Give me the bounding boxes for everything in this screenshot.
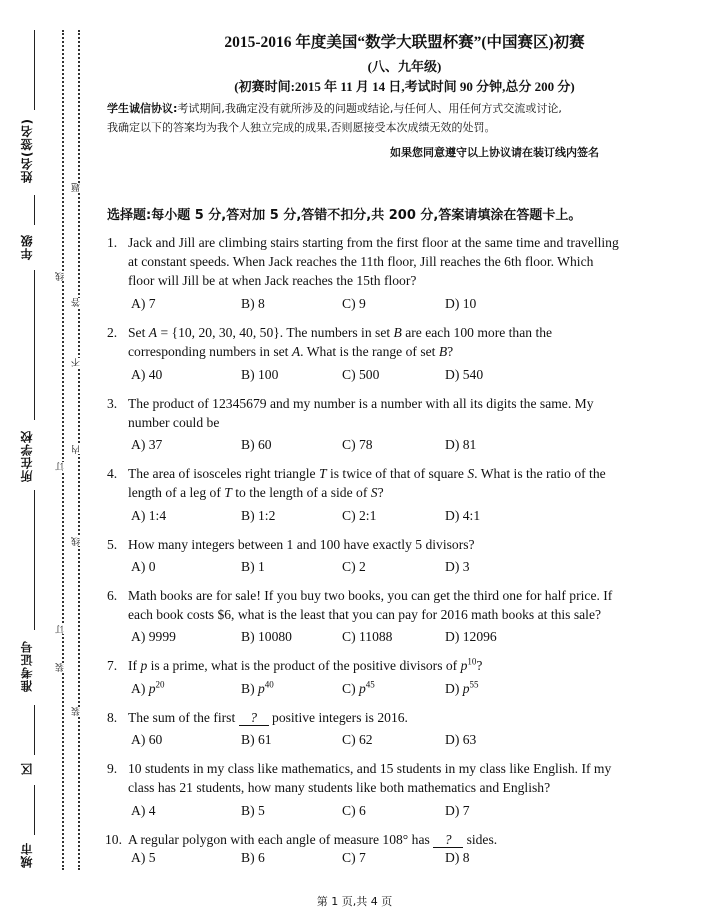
math-var: S bbox=[467, 466, 475, 481]
binding-char: 题 bbox=[72, 183, 82, 192]
question-text: 10 students in my class like mathematics, and 15 students in my class like English. If my bbox=[128, 761, 612, 776]
question-number: 8. bbox=[107, 710, 118, 725]
text-part: A regular polygon with each angle of measure 108° has bbox=[128, 832, 434, 847]
exponent: 45 bbox=[365, 679, 375, 690]
option-label: B) bbox=[241, 681, 258, 696]
question-text: class has 21 students, how many students like both mathematics and English? bbox=[128, 780, 551, 795]
exam-id-line bbox=[34, 490, 35, 630]
option-a: A) 1:4 bbox=[131, 508, 167, 523]
option-d: D) 3 bbox=[445, 559, 470, 574]
question-text: at constant speeds. When Jack reaches the 11th floor, Jill reaches the 6th floor. Which bbox=[128, 254, 594, 269]
question-10 bbox=[107, 830, 652, 849]
options-10 bbox=[131, 850, 631, 869]
question-text bbox=[128, 323, 652, 342]
grade-line bbox=[34, 195, 35, 225]
option-c: C) 9 bbox=[342, 296, 366, 311]
question-number: 4. bbox=[107, 466, 118, 481]
binding-char: 内 bbox=[72, 445, 82, 454]
question-text: Jack and Jill are climbing stairs starting from the first floor at the same time and travelling bbox=[128, 235, 619, 250]
question-text: number could be bbox=[128, 415, 220, 430]
question-3 bbox=[107, 394, 652, 432]
text-part: positive integers is 2016. bbox=[268, 710, 408, 725]
text-part: is twice of that of square bbox=[326, 466, 468, 481]
question-text: The product of 12345679 and my number is a number with all its digits the same. My bbox=[128, 396, 594, 411]
text-part: ? bbox=[377, 485, 384, 500]
option-b: B) 10080 bbox=[241, 629, 292, 644]
option-d: D) 10 bbox=[445, 296, 477, 311]
option-a: A) 40 bbox=[131, 367, 163, 382]
math-var: p bbox=[148, 681, 156, 696]
question-6 bbox=[107, 586, 652, 624]
binding-margin bbox=[0, 0, 100, 880]
district-line bbox=[34, 705, 35, 755]
answer-blank: ? bbox=[239, 710, 269, 726]
options-3 bbox=[131, 437, 631, 456]
binding-char: 答 bbox=[72, 298, 82, 307]
name-line bbox=[34, 30, 35, 110]
option-c: C) 78 bbox=[342, 437, 373, 452]
option-a: A) 9999 bbox=[131, 629, 176, 644]
question-text bbox=[128, 464, 652, 483]
math-var: B bbox=[438, 344, 448, 359]
math-var: p bbox=[460, 658, 468, 673]
option-a: A) 5 bbox=[131, 850, 156, 865]
option-label: C) bbox=[342, 681, 359, 696]
option-b: B) 6 bbox=[241, 850, 265, 865]
binding-char: 订 bbox=[56, 462, 66, 471]
honor-text-2: 我确定以下的答案均为我个人独立完成的成果,否则愿接受本次成绩无效的处罚。 bbox=[107, 121, 496, 134]
text-part: . What is the range of set bbox=[300, 344, 439, 359]
question-text bbox=[128, 656, 652, 675]
math-var: S bbox=[370, 485, 378, 500]
math-var: B bbox=[393, 325, 402, 340]
label-grade: 年级 bbox=[20, 234, 34, 260]
text-part: ? bbox=[476, 658, 483, 673]
math-var: T bbox=[224, 485, 232, 500]
binding-char: 线 bbox=[56, 272, 66, 281]
option-a bbox=[131, 681, 165, 697]
question-text bbox=[128, 342, 652, 361]
text-part: corresponding numbers in set bbox=[128, 344, 292, 359]
options-7 bbox=[131, 681, 631, 700]
binding-char: 装 bbox=[56, 663, 66, 672]
option-c: C) 2:1 bbox=[342, 508, 377, 523]
option-b: B) 1:2 bbox=[241, 508, 276, 523]
question-2 bbox=[107, 323, 652, 361]
question-5 bbox=[107, 535, 652, 554]
math-var: p bbox=[140, 658, 148, 673]
option-d: D) 12096 bbox=[445, 629, 497, 644]
honor-text-1: 考试期间,我确定没有就所涉及的问题或结论,与任何人、用任何方式交流或讨论, bbox=[177, 102, 562, 115]
question-number: 2. bbox=[107, 325, 118, 340]
city-line bbox=[34, 785, 35, 835]
option-d: D) 81 bbox=[445, 437, 477, 452]
exponent: 55 bbox=[469, 679, 479, 690]
options-2 bbox=[131, 367, 631, 386]
binding-dotted-line-outer bbox=[62, 30, 64, 870]
option-d: D) 63 bbox=[445, 732, 477, 747]
option-c: C) 7 bbox=[342, 850, 366, 865]
question-number: 3. bbox=[107, 396, 118, 411]
answer-blank: ? bbox=[433, 832, 463, 848]
question-text bbox=[128, 830, 652, 849]
math-var: p bbox=[462, 681, 470, 696]
question-7 bbox=[107, 656, 652, 675]
honor-label: 学生诚信协议: bbox=[107, 102, 178, 115]
options-1 bbox=[131, 296, 631, 315]
option-a: A) 60 bbox=[131, 732, 163, 747]
question-number: 6. bbox=[107, 588, 118, 603]
question-text: Math books are for sale! If you buy two books, you can get the third one for half price. If bbox=[128, 588, 613, 603]
question-number: 7. bbox=[107, 658, 118, 673]
question-1 bbox=[107, 233, 652, 290]
options-8 bbox=[131, 732, 631, 751]
question-text: floor will Jill be at when Jack reaches the 15th floor? bbox=[128, 273, 417, 288]
label-city: 城市 bbox=[20, 842, 34, 868]
question-text bbox=[128, 483, 652, 502]
option-a: A) 37 bbox=[131, 437, 163, 452]
exam-info: (初赛时间:2015 年 11 月 14 日,考试时间 90 分钟,总分 200 分) bbox=[234, 79, 575, 94]
math-var: p bbox=[359, 681, 366, 696]
option-b: B) 5 bbox=[241, 803, 265, 818]
option-label: A) bbox=[131, 681, 149, 696]
label-exam-id: 准考证号 bbox=[20, 640, 34, 692]
text-part: sides. bbox=[463, 832, 498, 847]
text-part: . What is the ratio of the bbox=[474, 466, 606, 481]
option-c bbox=[342, 681, 375, 697]
binding-char: 不 bbox=[72, 358, 82, 367]
text-part: to the length of a side of bbox=[231, 485, 371, 500]
options-9 bbox=[131, 803, 631, 822]
option-c: C) 2 bbox=[342, 559, 366, 574]
option-c: C) 11088 bbox=[342, 629, 393, 644]
text-part: is a prime, what is the product of the positive divisors of bbox=[147, 658, 461, 673]
math-var: A bbox=[291, 344, 301, 359]
text-part: The area of isosceles right triangle bbox=[128, 466, 319, 481]
binding-char: 订 bbox=[56, 625, 66, 634]
exponent: 10 bbox=[467, 656, 477, 667]
math-var: A bbox=[148, 325, 158, 340]
option-c: C) 500 bbox=[342, 367, 380, 382]
question-number: 1. bbox=[107, 235, 118, 250]
option-label: D) bbox=[445, 681, 463, 696]
options-6 bbox=[131, 629, 631, 648]
option-d bbox=[445, 681, 479, 697]
question-number: 9. bbox=[107, 761, 118, 776]
question-text: each book costs $6, what is the least that you can pay for 2016 math books at this sale? bbox=[128, 607, 602, 622]
option-c: C) 6 bbox=[342, 803, 366, 818]
exponent: 40 bbox=[264, 679, 274, 690]
binding-char: 装 bbox=[72, 707, 82, 716]
text-part: length of a leg of bbox=[128, 485, 225, 500]
option-a: A) 0 bbox=[131, 559, 156, 574]
grade-level: (八、九年级) bbox=[367, 59, 442, 74]
label-school: 所在学校 bbox=[20, 430, 34, 482]
question-number: 5. bbox=[107, 537, 118, 552]
question-4 bbox=[107, 464, 652, 502]
option-b bbox=[241, 681, 274, 697]
option-a: A) 7 bbox=[131, 296, 156, 311]
text-part: = {10, 20, 30, 40, 50}. The numbers in set bbox=[157, 325, 394, 340]
option-d: D) 7 bbox=[445, 803, 470, 818]
label-name: 姓名(签名) bbox=[20, 118, 34, 183]
question-text bbox=[128, 708, 652, 727]
math-var: T bbox=[319, 466, 327, 481]
text-part: If bbox=[128, 658, 141, 673]
question-9 bbox=[107, 759, 652, 797]
label-district: 区 bbox=[20, 762, 34, 775]
text-part: ? bbox=[447, 344, 454, 359]
option-b: B) 100 bbox=[241, 367, 279, 382]
honor-agreement bbox=[107, 99, 667, 137]
options-5 bbox=[131, 559, 631, 578]
option-b: B) 8 bbox=[241, 296, 265, 311]
option-b: B) 61 bbox=[241, 732, 272, 747]
sign-note: 如果您同意遵守以上协议请在装订线内签名 bbox=[390, 146, 599, 159]
page-footer: 第 1 页,共 4 页 bbox=[316, 895, 393, 908]
binding-char: 线 bbox=[72, 537, 82, 546]
question-8 bbox=[107, 708, 652, 727]
question-number: 10. bbox=[105, 832, 122, 847]
math-var: p bbox=[258, 681, 265, 696]
option-d: D) 4:1 bbox=[445, 508, 481, 523]
option-b: B) 1 bbox=[241, 559, 265, 574]
section-instructions: 选择题:每小题 5 分,答对加 5 分,答错不扣分,共 200 分,答案请填涂在答题卡上。 bbox=[107, 208, 582, 223]
page-title: 2015-2016 年度美国“数学大联盟杯赛”(中国赛区)初赛 bbox=[224, 34, 585, 51]
text-part: Set bbox=[128, 325, 149, 340]
text-part: are each 100 more than the bbox=[401, 325, 553, 340]
option-d: D) 8 bbox=[445, 850, 470, 865]
school-line bbox=[34, 270, 35, 420]
question-text: How many integers between 1 and 100 have exactly 5 divisors? bbox=[128, 537, 475, 552]
option-a: A) 4 bbox=[131, 803, 156, 818]
text-part: The sum of the first bbox=[128, 710, 239, 725]
options-4 bbox=[131, 508, 631, 527]
exponent: 20 bbox=[155, 679, 165, 690]
option-b: B) 60 bbox=[241, 437, 272, 452]
option-d: D) 540 bbox=[445, 367, 484, 382]
option-c: C) 62 bbox=[342, 732, 373, 747]
